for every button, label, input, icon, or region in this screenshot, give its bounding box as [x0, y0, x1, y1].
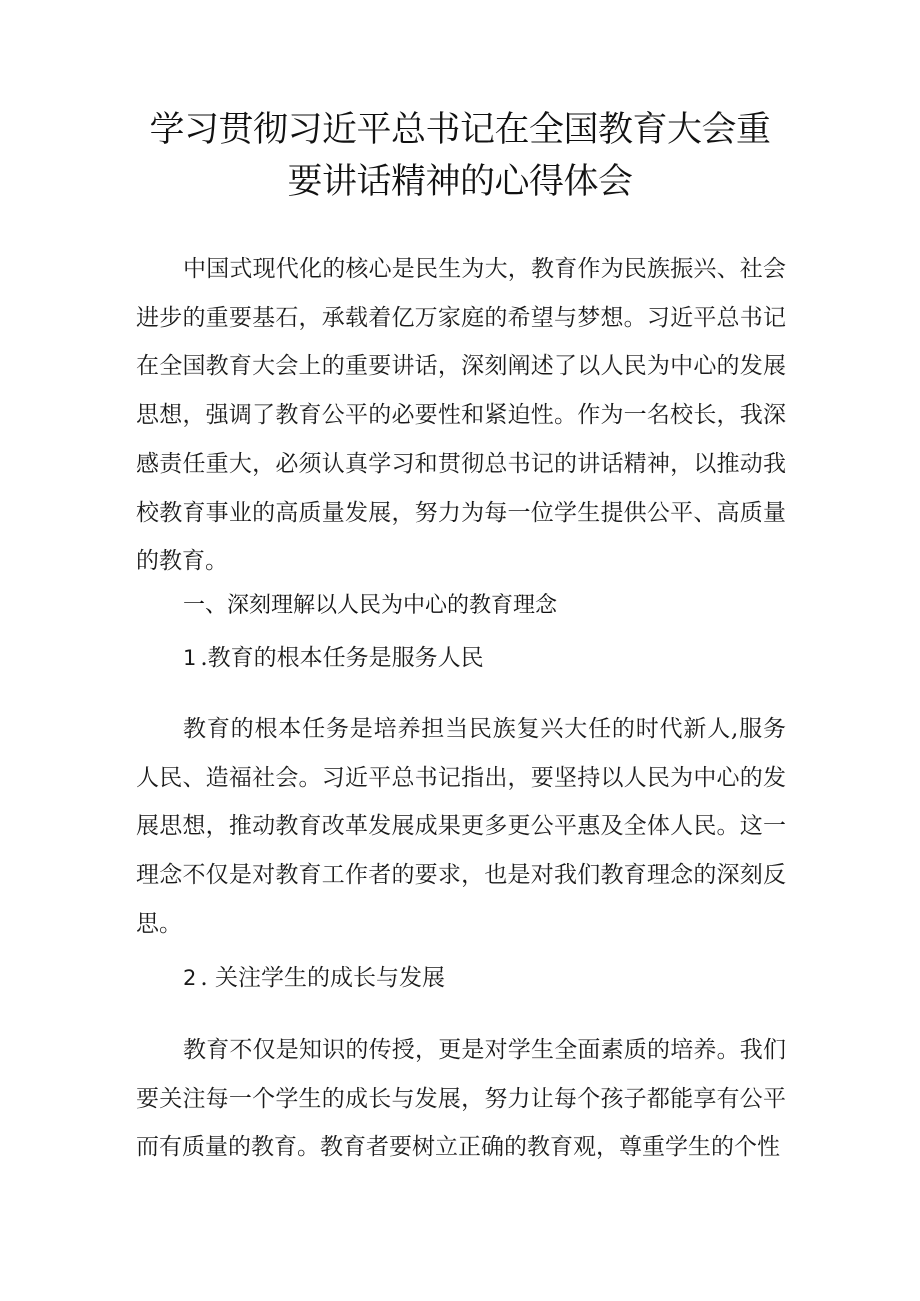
subheading-1	[183, 643, 484, 673]
title-line-1: 学习贯彻习近平总书记在全国教育大会重	[149, 110, 771, 150]
subheading-1-number: 1	[183, 646, 197, 670]
intro-paragraph: 中国式现代化的核心是民生为大，教育作为民族振兴、社会进步的重要基石，承载着亿万家庭的希望与梦想。习近平总书记在全国教育大会上的重要讲话，深刻阐述了以人民为中心的发展思想，强调了教育公平的必要性和紧迫性。作为一名校长，我深感责任重大，必须认真学习和贯彻总书记的讲话精神，以推动我校教育事业的高质量发展，努力为每一位学生提供公平、高质量的教育。	[136, 256, 786, 575]
subheading-2	[183, 963, 445, 993]
subheading-2-title: . 关注学生的成长与发展	[200, 965, 445, 991]
subheading-1-title: .教育的根本任务是服务人民	[200, 645, 484, 671]
section-heading: 一、深刻理解以人民为中心的教育理念	[183, 593, 558, 618]
title-line-2: 要讲话精神的心得体会	[287, 162, 633, 202]
document-title	[120, 104, 800, 208]
subheading-2-number: 2	[183, 966, 197, 990]
paragraph-2: 教育不仅是知识的传授，更是对学生全面素质的培养。我们要关注每一个学生的成长与发展，努力让每个孩子都能享有公平而有质量的教育。教育者要树立正确的教育观，尊重学生的个性	[136, 1037, 786, 1161]
paragraph-1: 教育的根本任务是培养担当民族复兴大任的时代新人,服务人民、造福社会。习近平总书记指出，要坚持以人民为中心的发展思想，推动教育改革发展成果更多更公平惠及全体人民。这一理念不仅是对教育工作者的要求，也是对我们教育理念的深刻反思。	[136, 716, 786, 937]
